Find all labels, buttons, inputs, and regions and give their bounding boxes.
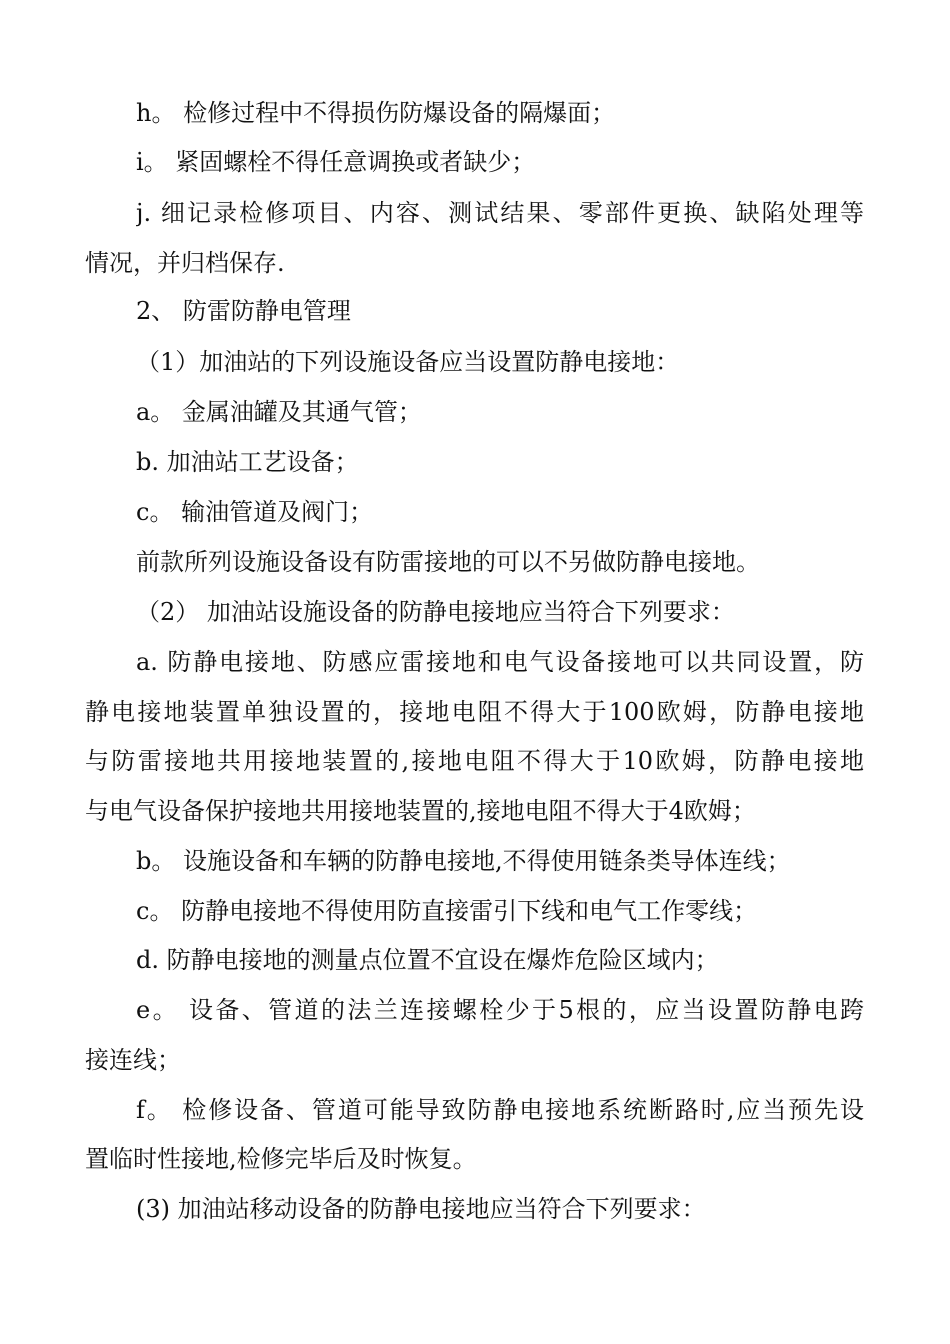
text-line-e2: e。 设备、管道的法兰连接螺栓少于5根的，应当设置防静电跨 [136,996,864,1024]
text-line-a: a。 金属油罐及其通气管； [136,398,422,426]
text-line-j-cont: 情况，并归档保存. [85,249,285,277]
section-heading-2: 2、 防雷防静电管理 [136,297,351,325]
text-line-b: b. 加油站工艺设备； [136,448,359,476]
subsection-3-heading: (3) 加油站移动设备的防静电接地应当符合下列要求： [136,1195,706,1223]
text-line-i: i。 紧固螺栓不得任意调换或者缺少； [136,148,536,176]
subsection-1-heading: （1）加油站的下列设施设备应当设置防静电接地： [136,348,680,376]
text-line-c: c。 输油管道及阀门； [136,498,374,526]
text-line-h: h。 检修过程中不得损伤防爆设备的隔爆面； [136,99,616,127]
text-line-j: j. 细记录检修项目、内容、测试结果、零部件更换、缺陷处理等 [136,199,864,227]
text-line-f2: f。 检修设备、管道可能导致防静电接地系统断路时,应当预先设 [136,1096,864,1124]
text-line-f2-cont: 置临时性接地,检修完毕后及时恢复。 [85,1145,477,1173]
text-line-a2-cont3: 与电气设备保护接地共用接地装置的,接地电阻不得大于4欧姆； [85,797,756,825]
text-line-c2: c。 防静电接地不得使用防直接雷引下线和电气工作零线； [136,897,758,925]
text-line-e2-cont: 接连线； [85,1046,181,1074]
text-line-a2-cont1: 静电接地装置单独设置的，接地电阻不得大于100欧姆，防静电接地 [85,698,864,726]
text-line-note: 前款所列设施设备设有防雷接地的可以不另做防静电接地。 [136,548,760,576]
text-line-d2: d. 防静电接地的测量点位置不宜设在爆炸危险区域内； [136,946,719,974]
text-line-a2-cont2: 与防雷接地共用接地装置的,接地电阻不得大于10欧姆，防静电接地 [85,747,864,775]
subsection-2-heading: （2） 加油站设施设备的防静电接地应当符合下列要求： [136,598,735,626]
text-line-b2: b。 设施设备和车辆的防静电接地,不得使用链条类导体连线； [136,847,791,875]
text-line-a2: a. 防静电接地、防感应雷接地和电气设备接地可以共同设置，防 [136,648,864,676]
